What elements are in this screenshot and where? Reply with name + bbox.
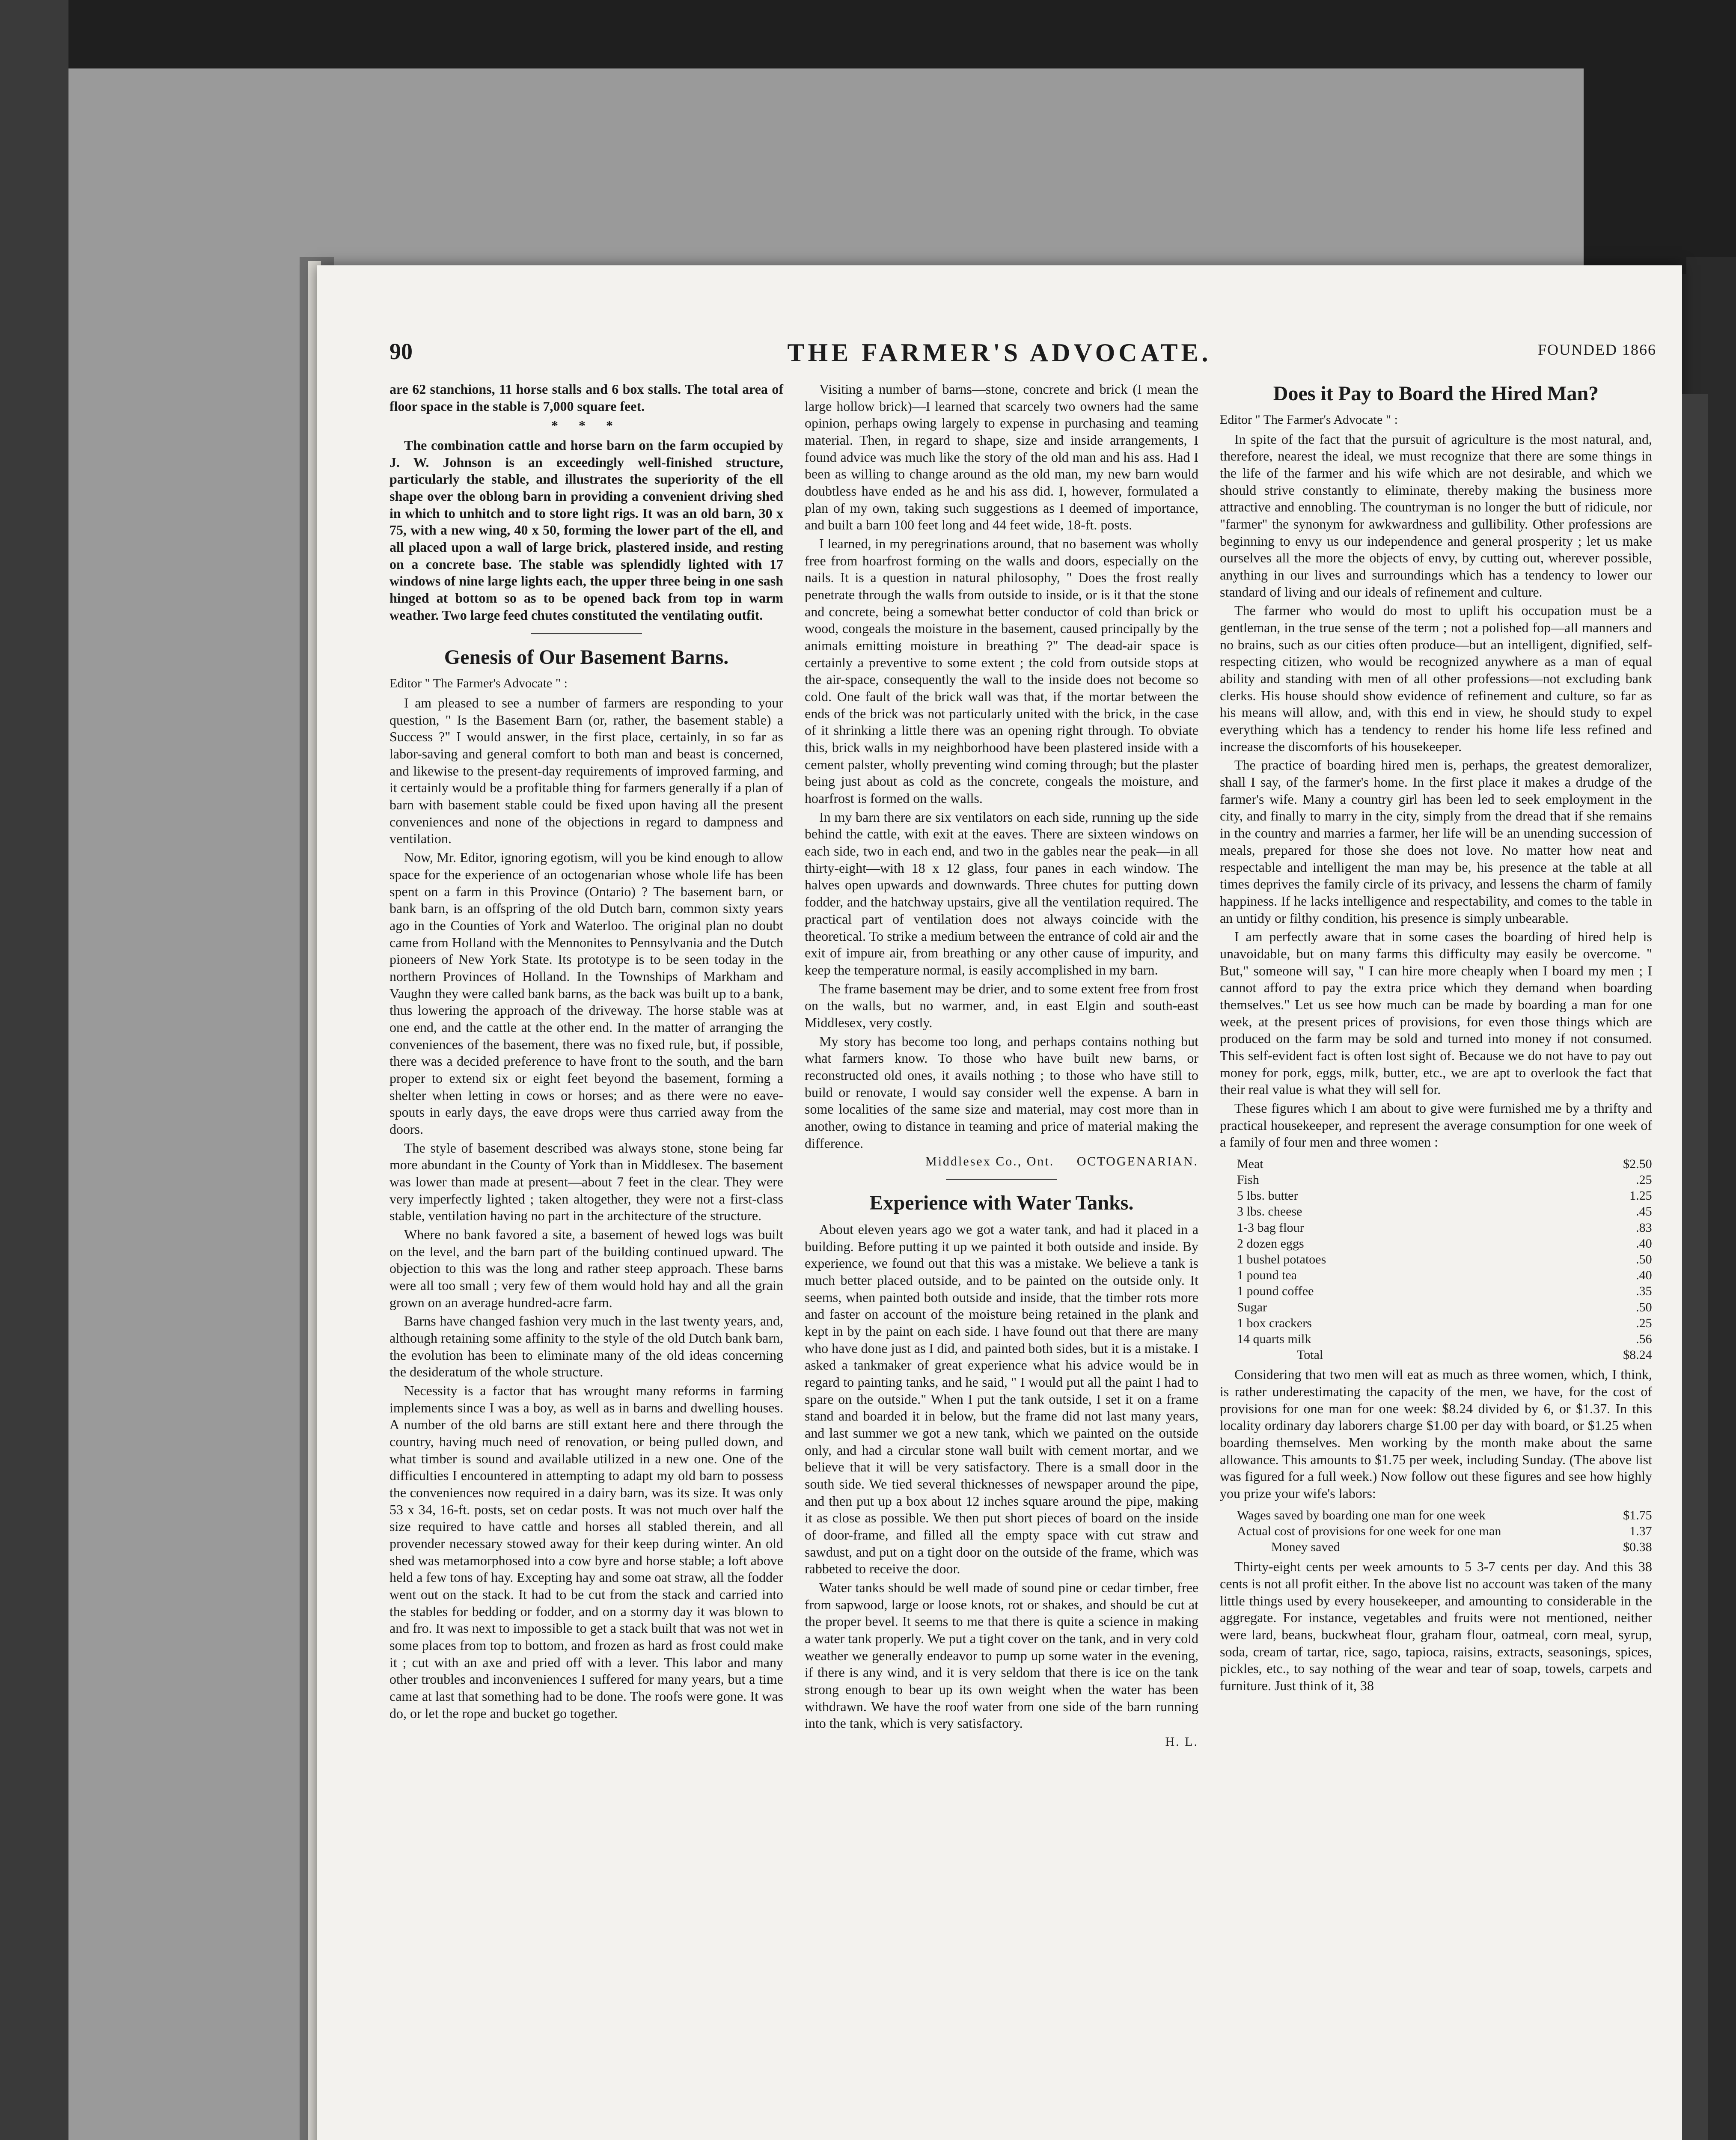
- article-heading-basement-barns: Genesis of Our Basement Barns.: [444, 646, 729, 669]
- editor-salutation: Editor " The Farmer's Advocate " :: [389, 676, 568, 690]
- scan-background-left: [0, 0, 68, 2140]
- divider: [531, 633, 642, 634]
- article-paragraph: Thirty-eight cents per week amounts to 5 3-7 cents per day. And this 38 cents is not all profit either. In the above list no account was taken of the many little things used by every housekeeper, and amounting to considerable in the aggregate. For instance, vegetables and fruits were not mentioned, neither were lard, beans, buckwheat flour, graham flour, oatmeal, corn meal, syrup, soda, cream of tartar, rice, sago, tapioca, raisins, extracts, seasonings, spices, pickles, etc., to say nothing of the wear and tear of soap, towels, carpets and furniture. Just think of it, 38: [1220, 1559, 1652, 1693]
- item-amount: .40: [1636, 1268, 1652, 1283]
- article-paragraph: The frame basement may be drier, and to some extent free from frost on the walls, but no warmer, and, in east Elgin and south-east Middlesex, very costly.: [805, 981, 1198, 1030]
- article-paragraph: In my barn there are six ventilators on each side, running up the side behind the cattle, with exit at the eaves. There are sixteen windows on each side, two in each end, and two in the gables near the peak—in all thirty-eight—with 18 x 12 glass, four panes in each window. The halves open upwards and downwards. Three chutes for putting down fodder, and the hatchway upstairs, give all the ventilation required. The practical part of ventilation does not always coincide with the theoretical. To strike a medium between the entrance of cold air and the exit of impure air, from breathing or any other cause of impurity, and keep the temperature normal, is easily accomplished in my barn.: [805, 809, 1198, 978]
- calc-amount: $0.38: [1623, 1540, 1652, 1554]
- calc-label: Actual cost of provisions for one week for one man: [1237, 1524, 1501, 1538]
- column-2: [805, 381, 1198, 1750]
- binding-edge: [1682, 394, 1708, 2140]
- total-amount: $8.24: [1623, 1348, 1652, 1362]
- signoff: [805, 1153, 1198, 1169]
- divider: [946, 1179, 1057, 1180]
- table-row: [1237, 1523, 1652, 1539]
- section-stars: * * *: [551, 418, 621, 434]
- item-name: Fish: [1237, 1173, 1259, 1187]
- founded-date: FOUNDED 1866: [1537, 341, 1656, 358]
- table-row: [1237, 1236, 1652, 1251]
- item-amount: .56: [1636, 1332, 1652, 1346]
- article-paragraph: I learned, in my peregrinations around, that no basement was wholly free from hoarfrost forming on the walls and doors, especially on the nails. It is a question in natural philosophy, " Does the frost really penetrate through the walls from outside to inside, or is it that the stone and concrete, being a somewhat better conductor of cold than brick or wood, congeals the moisture in the basement, caused principally by the animals emitting moisture in breathing ?" The dead-air space is certainly a preventive to some extent ; the cold from outside stops at the air-space, consequently the wall to the inside does not become so cold. One fault of the brick wall was that, if the mortar between the ends of the brick was not particularly united with the brick, in the case of it shrinking a little there was an opening right through. To obviate this, brick walls in my neighborhood have been plastered inside with a cement palster, wholly preventing wind coming through; but the plaster being just about as cold as the concrete, congeals the moisture, and hoarfrost is formed on the walls.: [805, 536, 1198, 806]
- item-name: 1 pound tea: [1237, 1268, 1297, 1283]
- masthead-title: THE FARMER'S ADVOCATE.: [787, 339, 1212, 367]
- calc-amount: $1.75: [1623, 1508, 1652, 1522]
- article-paragraph: The style of basement described was always stone, stone being far more abundant in the County of York than in Middlesex. The basement was lower than made at present—about 7 feet in the clear. They were very imperfectly lighted ; taken altogether, they were not a first-class stable, ventilation having no part in the architecture of the structure.: [389, 1140, 783, 1224]
- item-amount: .25: [1636, 1173, 1652, 1187]
- item-amount: .50: [1636, 1252, 1652, 1267]
- article-heading-water-tanks: Experience with Water Tanks.: [869, 1192, 1134, 1215]
- column-3: [1220, 381, 1652, 1696]
- calc-amount: 1.37: [1629, 1524, 1652, 1538]
- page-number: 90: [389, 339, 413, 364]
- table-row: [1237, 1267, 1652, 1283]
- item-name: 5 lbs. butter: [1237, 1189, 1298, 1203]
- item-name: Meat: [1237, 1156, 1263, 1171]
- editor-salutation: Editor " The Farmer's Advocate " :: [1220, 412, 1398, 427]
- table-row: [1237, 1204, 1652, 1219]
- item-name: 1-3 bag flour: [1237, 1220, 1304, 1235]
- page-header: [317, 338, 1682, 372]
- article-paragraph: Water tanks should be well made of sound pine or cedar timber, free from sapwood, large or loose knots, rot or shakes, and should be cut at the proper bevel. It seems to me that there is quite a science in making a water tank properly. We put a tight cover on the tank, and in very cold weather we generally endeavor to pump up some water in the evening, if there is any wind, and it is very seldom that there is ice on the tank strong enough to bear up its own weight when the water has been withdrawn. We have the roof water from one side of the barn running into the tank, which is very satisfactory.: [805, 1580, 1198, 1731]
- article-paragraph: About eleven years ago we got a water tank, and had it placed in a building. Before putting it up we painted it both outside and inside. By experience, we found out that this was a mistake. We believe a tank is much better placed outside, and to be painted on the outside only. It seems, when painted both outside and inside, that the timber rots more and faster on account of the moisture being retained in the plank and kept in by the paint on each side. I have found out that there are many who have done just as I did, and painted both sides, but it is a mistake. I asked a tankmaker of great experience what his advice would be in regard to painting tanks, and he said, " I would put all the paint I had to spare on the outside." When I put the tank outside, I set it on a frame stand and boarded it in below, but the frame did not last many years, and last summer we got a new tank, which we painted on the outside only, and had a circular stone wall built with cement mortar, and we believe that it will be very satisfactory. There is a small door in the south side. We tied several thicknesses of newspaper around the pipe, and then put up a box about 12 inches square around the pipe, making it as close as possible. We then put short pieces of board on the inside of door-frame, and filled all the empty space with cut straw and sawdust, and put on a tight door on the outside of the frame, which was rabbeted to receive the door.: [805, 1221, 1198, 1577]
- table-row: [1237, 1539, 1652, 1555]
- article-paragraph: Considering that two men will eat as much as three women, which, I think, is rather underestimating the capacity of the men, we have, for the cost of provisions for one man for one week: $8.24 divided by 6, or $1.37. In this locality ordinary day laborers charge $1.00 per day with board, or $1.25 when boarding themselves. Men working by the month make about the same allowance. This amounts to $1.75 per week, including Sunday. (The above list was figured for a full week.) Now follow out these figures and see how highly you prize your wife's labors:: [1220, 1367, 1652, 1501]
- item-amount: $2.50: [1623, 1156, 1652, 1171]
- article-paragraph: Barns have changed fashion very much in the last twenty years, and, although retaining some affinity to the style of the old Dutch bank barn, the evolution has been to eliminate many of the old ideas concerning the desideratum of the whole structure.: [389, 1313, 783, 1380]
- article-paragraph: Now, Mr. Editor, ignoring egotism, will you be kind enough to allow space for the experience of an octogenarian whose whole life has been spent on a farm in this Province (Ontario) ? The basement barn, or bank barn, is an offspring of the old Dutch barn, common sixty years ago in the Counties of York and Waterloo. The original plan no doubt came from Holland with the Mennonites to Pennsylvania and the Dutch pioneers of New York State. Its prototype is to be seen today in the northern Provinces of Holland. In the Townships of Markham and Vaughn they were called bank barns, as the back was built up to a bank, thus lowering the approach of the driveway. The horse stable was at one end, and the cattle at the other end. In the matter of arranging the conveniences of the basement, there was no fixed rule, but, if possible, there was a decided preference to have front to the south, and the barn proper to extend six or eight feet beyond the basement, forming a shelter when letting in cows or horses; and as there were no eave-spouts in early days, the eave drops were thus carried away from the doors.: [389, 850, 783, 1137]
- item-amount: .45: [1636, 1204, 1652, 1219]
- item-amount: .35: [1636, 1284, 1652, 1299]
- table-row: [1237, 1156, 1652, 1172]
- total-row: [1237, 1347, 1652, 1363]
- item-name: 2 dozen eggs: [1237, 1236, 1304, 1251]
- provisions-table: [1237, 1156, 1652, 1363]
- table-row: [1237, 1172, 1652, 1188]
- table-row: [1237, 1331, 1652, 1347]
- table-row: [1237, 1299, 1652, 1315]
- article-paragraph: I am perfectly aware that in some cases the boarding of hired help is unavoidable, but on many farms this difficulty may easily be overcome. " But," someone will say, " I can hire more cheaply when I board my men ; I cannot afford to pay the extra price which they demand when boarding themselves." Let us see how much can be made by boarding a man for one week, at the present prices of provisions, for even those things which are produced on the farm may be sold and turned into money if not consumed. This self-evident fact is often lost sight of. Because we do not have to pay out money for pork, eggs, milk, butter, etc., we are apt to overlook the fact that their real value is what they will sell for.: [1220, 929, 1652, 1097]
- item-amount: .50: [1636, 1300, 1652, 1314]
- newspaper-page: [317, 265, 1682, 2140]
- article-paragraph: Necessity is a factor that has wrought many reforms in farming implements since I was a boy, as well as in barns and dwelling houses. A number of the old barns are still extant here and there through the country, having much need of renovation, or being pulled down, and what timber is sound and available utilized in a new one. One of the difficulties I encountered in attempting to adapt my old barn to possess the conveniences now required in a dairy barn, was its size. It was only 53 x 34, 16-ft. posts, set on cedar posts. It was not much over half the size required to have cattle and horses all stabled therein, and all provender necessary stowed away for their keep during winter. An old shed was metamorphosed into a cow byre and horse stable; a loft above held a few tons of hay. Excepting hay and some oat straw, all the fodder went out on the stack. It had to be cut from the stack and carried into the stables for bedding or fodder, and on a stormy day it was blown to and fro. It was next to impossible to get a stack built that was not wet in some places from top to bottom, and frozen as hard as frost could make it ; cut with an axe and pried off with a lever. This labor and many other troubles and inconveniences I suffered for many years, but a time came at last that something had to be done. The roofs were gone. It was do, or let the rope and bucket go together.: [389, 1382, 783, 1721]
- item-name: 1 pound coffee: [1237, 1284, 1314, 1299]
- johnson-barn-paragraph: The combination cattle and horse barn on the farm occupied by J. W. Johnson is an exceedingly well-finished structure, particularly the stable, and illustrates the superiority of the ell shape over the oblong barn in providing a convenient driving shed in which to unhitch and to store light rigs. It was an old barn, 30 x 75, with a new wing, 40 x 50, forming the lower part of the ell, and all placed upon a wall of large brick, plastered inside, and resting on a concrete base. The stable was splendidly lighted with 17 windows of nine large lights each, the upper three being in one sash hinged at bottom so as to be opened back from top in warm weather. Two large feed chutes constituted the ventilating outfit.: [389, 437, 783, 623]
- item-amount: .25: [1636, 1316, 1652, 1330]
- item-name: 3 lbs. cheese: [1237, 1204, 1302, 1219]
- item-name: 14 quarts milk: [1237, 1332, 1311, 1346]
- article-paragraph: These figures which I am about to give were furnished me by a thrifty and practical housekeeper, and represent the average consumption for one week of a family of four men and three women :: [1220, 1100, 1652, 1150]
- item-amount: 1.25: [1629, 1189, 1652, 1203]
- article-signature: H. L.: [1165, 1735, 1198, 1749]
- table-row: [1237, 1283, 1652, 1299]
- table-row: [1237, 1315, 1652, 1331]
- item-name: Sugar: [1237, 1300, 1267, 1314]
- article-paragraph: The practice of boarding hired men is, perhaps, the greatest demoralizer, shall I say, of the farmer's home. In the first place it makes a drudge of the farmer's wife. Many a country girl has been led to seek employment in the city, and finally to marry in the city, simply from the dread that if she remains in the country and marries a farmer, her life will be an unending succession of meals, prepared for those she does not love. No matter how neat and respectable and intelligent the man may be, his presence at the table at all times deprives the family circle of its privacy, and lessens the charm of family happiness. If he lacks intelligence and respectability, and comes to the table in an untidy or filthy condition, his presence is simply unbearable.: [1220, 757, 1652, 926]
- article-paragraph: Visiting a number of barns—stone, concrete and brick (I mean the large hollow brick)—I learned that scarcely two owners had the same opinion, perhaps owing largely to expense in purchasing and teaming material. Then, in regard to shape, size and inside arrangements, I found advice was much like the story of the old man and his ass. Had I been as willing to change around as the old man, my new barn would doubtless have ended as he and his ass did. I, however, formulated a plan of my own, taking such suggestions as I deemed of importance, and built a barn 100 feet long and 44 feet wide, 18-ft. posts.: [805, 381, 1198, 533]
- item-name: 1 bushel potatoes: [1237, 1252, 1326, 1267]
- calc-label: Wages saved by boarding one man for one week: [1237, 1508, 1486, 1522]
- signoff-name: OCTOGENARIAN.: [1076, 1154, 1198, 1169]
- column-1: [389, 381, 783, 1724]
- article-paragraph: I am pleased to see a number of farmers are responding to your question, " Is the Basement Barn (or, rather, the basement stable) a Success ?" I would answer, in the first place, certainly, in so far as labor-saving and general comfort to both man and beast is concerned, and likewise to the present-day requirements of improved farming, and it certainly would be a profitable thing for farmers generally if a plan of barn with basement stable could be fixed upon having all the present conveniences and none of the objections in regard to dampness and ventilation.: [389, 695, 783, 847]
- article-paragraph: In spite of the fact that the pursuit of agriculture is the most natural, and, therefore, nearest the ideal, we must recognize that there are some things in the life of the farmer and his wife which are not desirable, and which we should strive constantly to eliminate, thereby making the business more attractive and ennobling. The countryman is no longer the butt of ridicule, nor "farmer" the synonym for awkwardness and gullibility. Other professions are beginning to envy us our independence and general prosperity ; let us make ourselves all the more the objects of envy, by cutting out, wherever possible, anything in our lives and surroundings which has a tendency to lower our standard of living and our ideals of refinement and culture.: [1220, 431, 1652, 600]
- article-paragraph: Where no bank favored a site, a basement of hewed logs was built on the level, and the barn part of the building continued upward. The objection to this was the long and rather steep approach. These barns were all too small ; very few of them would hold hay and all the grain grown on an average hundred-acre farm.: [389, 1226, 783, 1310]
- article-heading-hired-man: Does it Pay to Board the Hired Man?: [1273, 382, 1599, 405]
- item-name: 1 box crackers: [1237, 1316, 1312, 1330]
- calc-label: Money saved: [1271, 1540, 1340, 1554]
- signoff-place: Middlesex Co., Ont.: [925, 1154, 1055, 1169]
- table-row: [1237, 1188, 1652, 1204]
- savings-table: [1237, 1507, 1652, 1555]
- item-amount: .40: [1636, 1236, 1652, 1251]
- intro-paragraph: are 62 stanchions, 11 horse stalls and 6 box stalls. The total area of floor space in the stable is 7,000 square feet.: [389, 381, 783, 414]
- total-label: Total: [1297, 1348, 1323, 1362]
- table-row: [1237, 1220, 1652, 1236]
- table-row: [1237, 1507, 1652, 1523]
- article-paragraph: The farmer who would do most to uplift his occupation must be a gentleman, in the true sense of the term ; not a polished fop—all manners and no brains, such as our cities often produce—but an intelligent, dignified, self-respecting citizen, who would be recognized anywhere as a man of equal ability and standing with men of all other professions—not excluding bank clerks. His house should show evidence of refinement and culture, so far as his means will allow, and, with this end in view, he should study to expel everything which has a tendency to render his home life less refined and increase the discomforts of his housekeeper.: [1220, 603, 1652, 754]
- item-amount: .83: [1636, 1220, 1652, 1235]
- article-paragraph: My story has become too long, and perhaps contains nothing but what farmers know. To those who have built new barns, or reconstructed old ones, it avails nothing ; to those who have still to build or renovate, I would say consider well the expense. A barn in some localities of the same size and material, may cost more than in another, owing to distance in teaming and price of material making the difference.: [805, 1033, 1198, 1151]
- table-row: [1237, 1251, 1652, 1267]
